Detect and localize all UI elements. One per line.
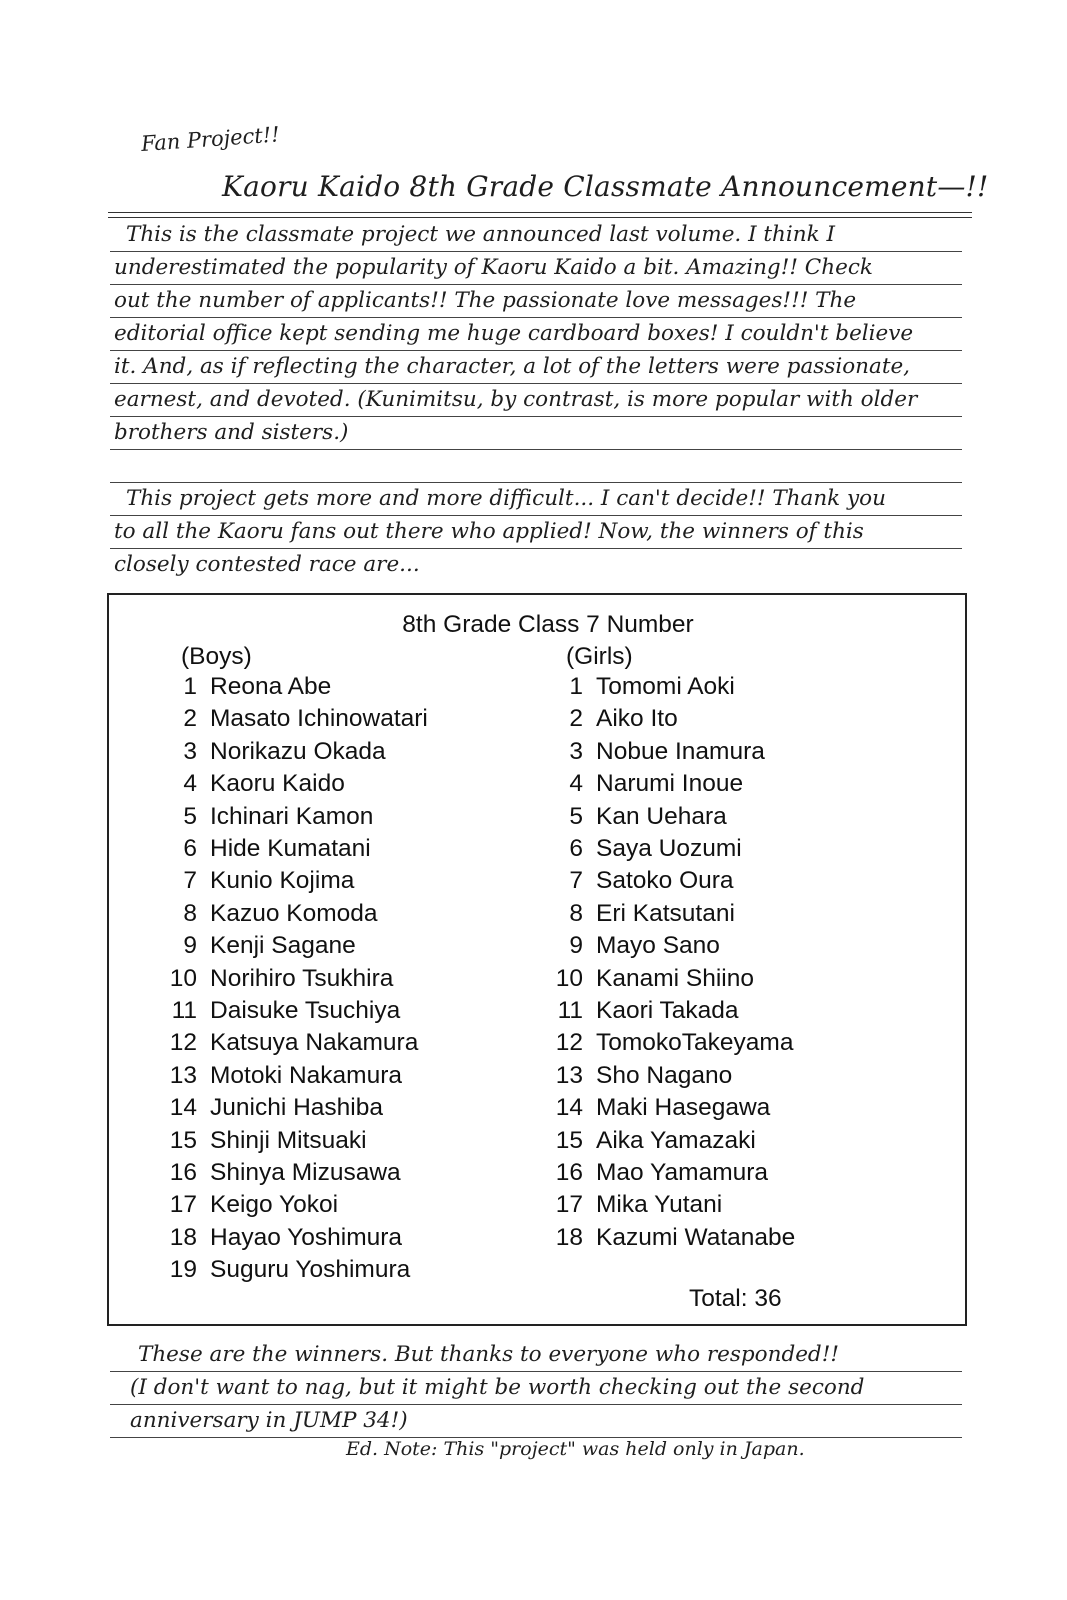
student-number: 12 [555,1029,583,1057]
student-name: Mayo Sano [596,932,720,960]
student-number: 8 [569,899,583,927]
student-number: 4 [183,770,197,798]
student-number: 3 [569,737,583,765]
class-list-row [549,963,754,995]
class-list-row [163,1125,367,1157]
class-list-row [549,1157,768,1189]
student-number: 12 [169,1029,197,1057]
student-name: Kaori Takada [596,997,739,1024]
student-name: Kazumi Watanabe [596,1223,796,1251]
class-list-row [163,963,393,995]
student-name: Kan Uehara [596,802,727,830]
title-underline-second [108,217,972,218]
student-number: 9 [183,932,197,960]
student-name: Daisuke Tsuchiya [210,997,401,1024]
student-number: 15 [169,1126,197,1154]
student-number: 2 [183,705,197,733]
student-number: 19 [169,1256,197,1284]
student-name: Ichinari Kamon [210,802,374,830]
student-number: 7 [569,867,583,895]
student-name: TomokoTakeyama [596,1029,794,1057]
student-name: Kenji Sagane [210,932,356,960]
class-list-row [549,736,765,768]
student-number: 1 [183,673,197,700]
student-number: 7 [183,867,197,895]
student-number: 13 [555,1061,583,1089]
class-list-row [163,995,400,1027]
student-name: Shinya Mizusawa [210,1159,401,1186]
student-name: Maki Hasegawa [596,1094,771,1122]
class-list-row [163,1189,338,1221]
student-name: Norikazu Okada [210,737,386,765]
editor-note: Ed. Note: This "project" was held only in Japan. [346,1438,805,1460]
student-number: 18 [555,1223,583,1251]
student-number: 5 [569,802,583,830]
student-number: 14 [555,1094,583,1122]
closing-line: anniversary in JUMP 34!) [110,1406,962,1438]
class-list-row [163,671,331,703]
student-number: 15 [555,1126,583,1154]
class-list-row [163,768,345,800]
student-name: Reona Abe [210,673,332,700]
student-name: Narumi Inoue [596,770,744,798]
intro-line: underestimated the popularity of Kaoru Kaido a bit. Amazing!! Check [110,253,962,285]
class-list-row [549,833,742,865]
class-list-row [549,768,743,800]
class-list-row [163,703,428,735]
student-number: 1 [569,673,583,700]
title-underline [108,212,972,213]
student-name: Mao Yamamura [596,1159,769,1186]
intro-line: brothers and sisters.) [110,418,962,450]
class-list-row [549,801,727,833]
student-number: 6 [569,835,583,862]
class-list-row [549,1060,732,1092]
student-name: Saya Uozumi [596,835,742,862]
student-name: Satoko Oura [596,867,734,895]
student-number: 8 [183,899,197,927]
student-number: 6 [183,835,197,862]
student-name: Norihiro Tsukhira [210,964,394,992]
class-list-row [163,1254,410,1286]
class-list-row [163,1027,418,1059]
intro-line: closely contested race are... [114,552,420,577]
class-list-row [549,671,735,703]
intro-line: out the number of applicants!! The passionate love messages!!! The [110,286,962,318]
total-count: Total: 36 [689,1285,782,1312]
class-list-title: 8th Grade Class 7 Number [402,611,694,638]
class-list-row [549,930,720,962]
intro-line: This is the classmate project we announced last volume. I think I [110,220,962,252]
intro-line: This project gets more and more difficult... I can't decide!! Thank you [110,484,962,516]
student-name: Suguru Yoshimura [210,1256,411,1284]
student-name: Kanami Shiino [596,964,754,992]
student-number: 3 [183,737,197,765]
student-name: Aiko Ito [596,705,678,733]
class-list-row [549,898,735,930]
student-number: 16 [555,1159,583,1186]
student-number: 5 [183,802,197,830]
student-number: 14 [169,1094,197,1122]
class-list-row [163,1157,401,1189]
student-name: Sho Nagano [596,1061,733,1089]
class-list-row [163,898,378,930]
student-name: Motoki Nakamura [210,1061,402,1089]
student-number: 10 [555,964,583,992]
intro-line: it. And, as if reflecting the character, a lot of the letters were passionate, [110,352,962,384]
class-list-row [549,1027,793,1059]
class-list-row [163,801,373,833]
class-list-row [163,833,371,865]
intro-line: earnest, and devoted. (Kunimitsu, by contrast, is more popular with older [110,385,962,417]
student-number: 9 [569,932,583,960]
class-list-row [549,995,739,1027]
page-title: Kaoru Kaido 8th Grade Classmate Announcement—!! [222,170,989,203]
class-list-row [549,865,734,897]
student-name: Nobue Inamura [596,737,765,765]
closing-line: (I don't want to nag, but it might be worth checking out the second [110,1373,962,1405]
student-number: 16 [169,1159,197,1186]
class-list-row [549,703,678,735]
closing-line: These are the winners. But thanks to everyone who responded!! [110,1340,962,1372]
student-name: Hayao Yoshimura [210,1223,403,1251]
class-list-row [163,1092,383,1124]
class-list-row [163,930,356,962]
student-name: Keigo Yokoi [210,1191,339,1219]
girls-heading: (Girls) [566,643,633,670]
class-list-row [549,1092,770,1124]
intro-line: to all the Kaoru fans out there who applied! Now, the winners of this [110,517,962,549]
student-name: Eri Katsutani [596,899,735,927]
class-list-row [163,736,386,768]
blank-ruled-line [110,451,962,483]
student-number: 11 [171,997,197,1024]
student-name: Junichi Hashiba [210,1094,383,1122]
student-name: Hide Kumatani [210,835,371,862]
class-list-row [163,1222,402,1254]
fan-project-subhead: Fan Project!! [140,122,281,156]
student-number: 10 [169,964,197,992]
boys-heading: (Boys) [181,643,252,670]
intro-line: editorial office kept sending me huge cardboard boxes! I couldn't believe [110,319,962,351]
student-number: 11 [557,997,583,1024]
student-name: Kunio Kojima [210,867,355,895]
class-list-row [549,1189,722,1221]
class-list-box [107,593,967,1326]
student-number: 17 [555,1191,583,1219]
student-number: 4 [569,770,583,798]
student-name: Aika Yamazaki [596,1126,756,1154]
class-list-row [549,1125,756,1157]
student-number: 2 [569,705,583,733]
student-name: Mika Yutani [596,1191,723,1219]
student-number: 17 [169,1191,197,1219]
student-name: Shinji Mitsuaki [210,1126,367,1154]
class-list-row [163,865,354,897]
student-name: Katsuya Nakamura [210,1029,419,1057]
student-name: Kazuo Komoda [210,899,378,927]
student-name: Kaoru Kaido [210,770,345,798]
student-number: 13 [169,1061,197,1089]
class-list-row [549,1222,795,1254]
class-list-row [163,1060,402,1092]
student-number: 18 [169,1223,197,1251]
student-name: Masato Ichinowatari [210,705,428,733]
student-name: Tomomi Aoki [596,673,735,700]
